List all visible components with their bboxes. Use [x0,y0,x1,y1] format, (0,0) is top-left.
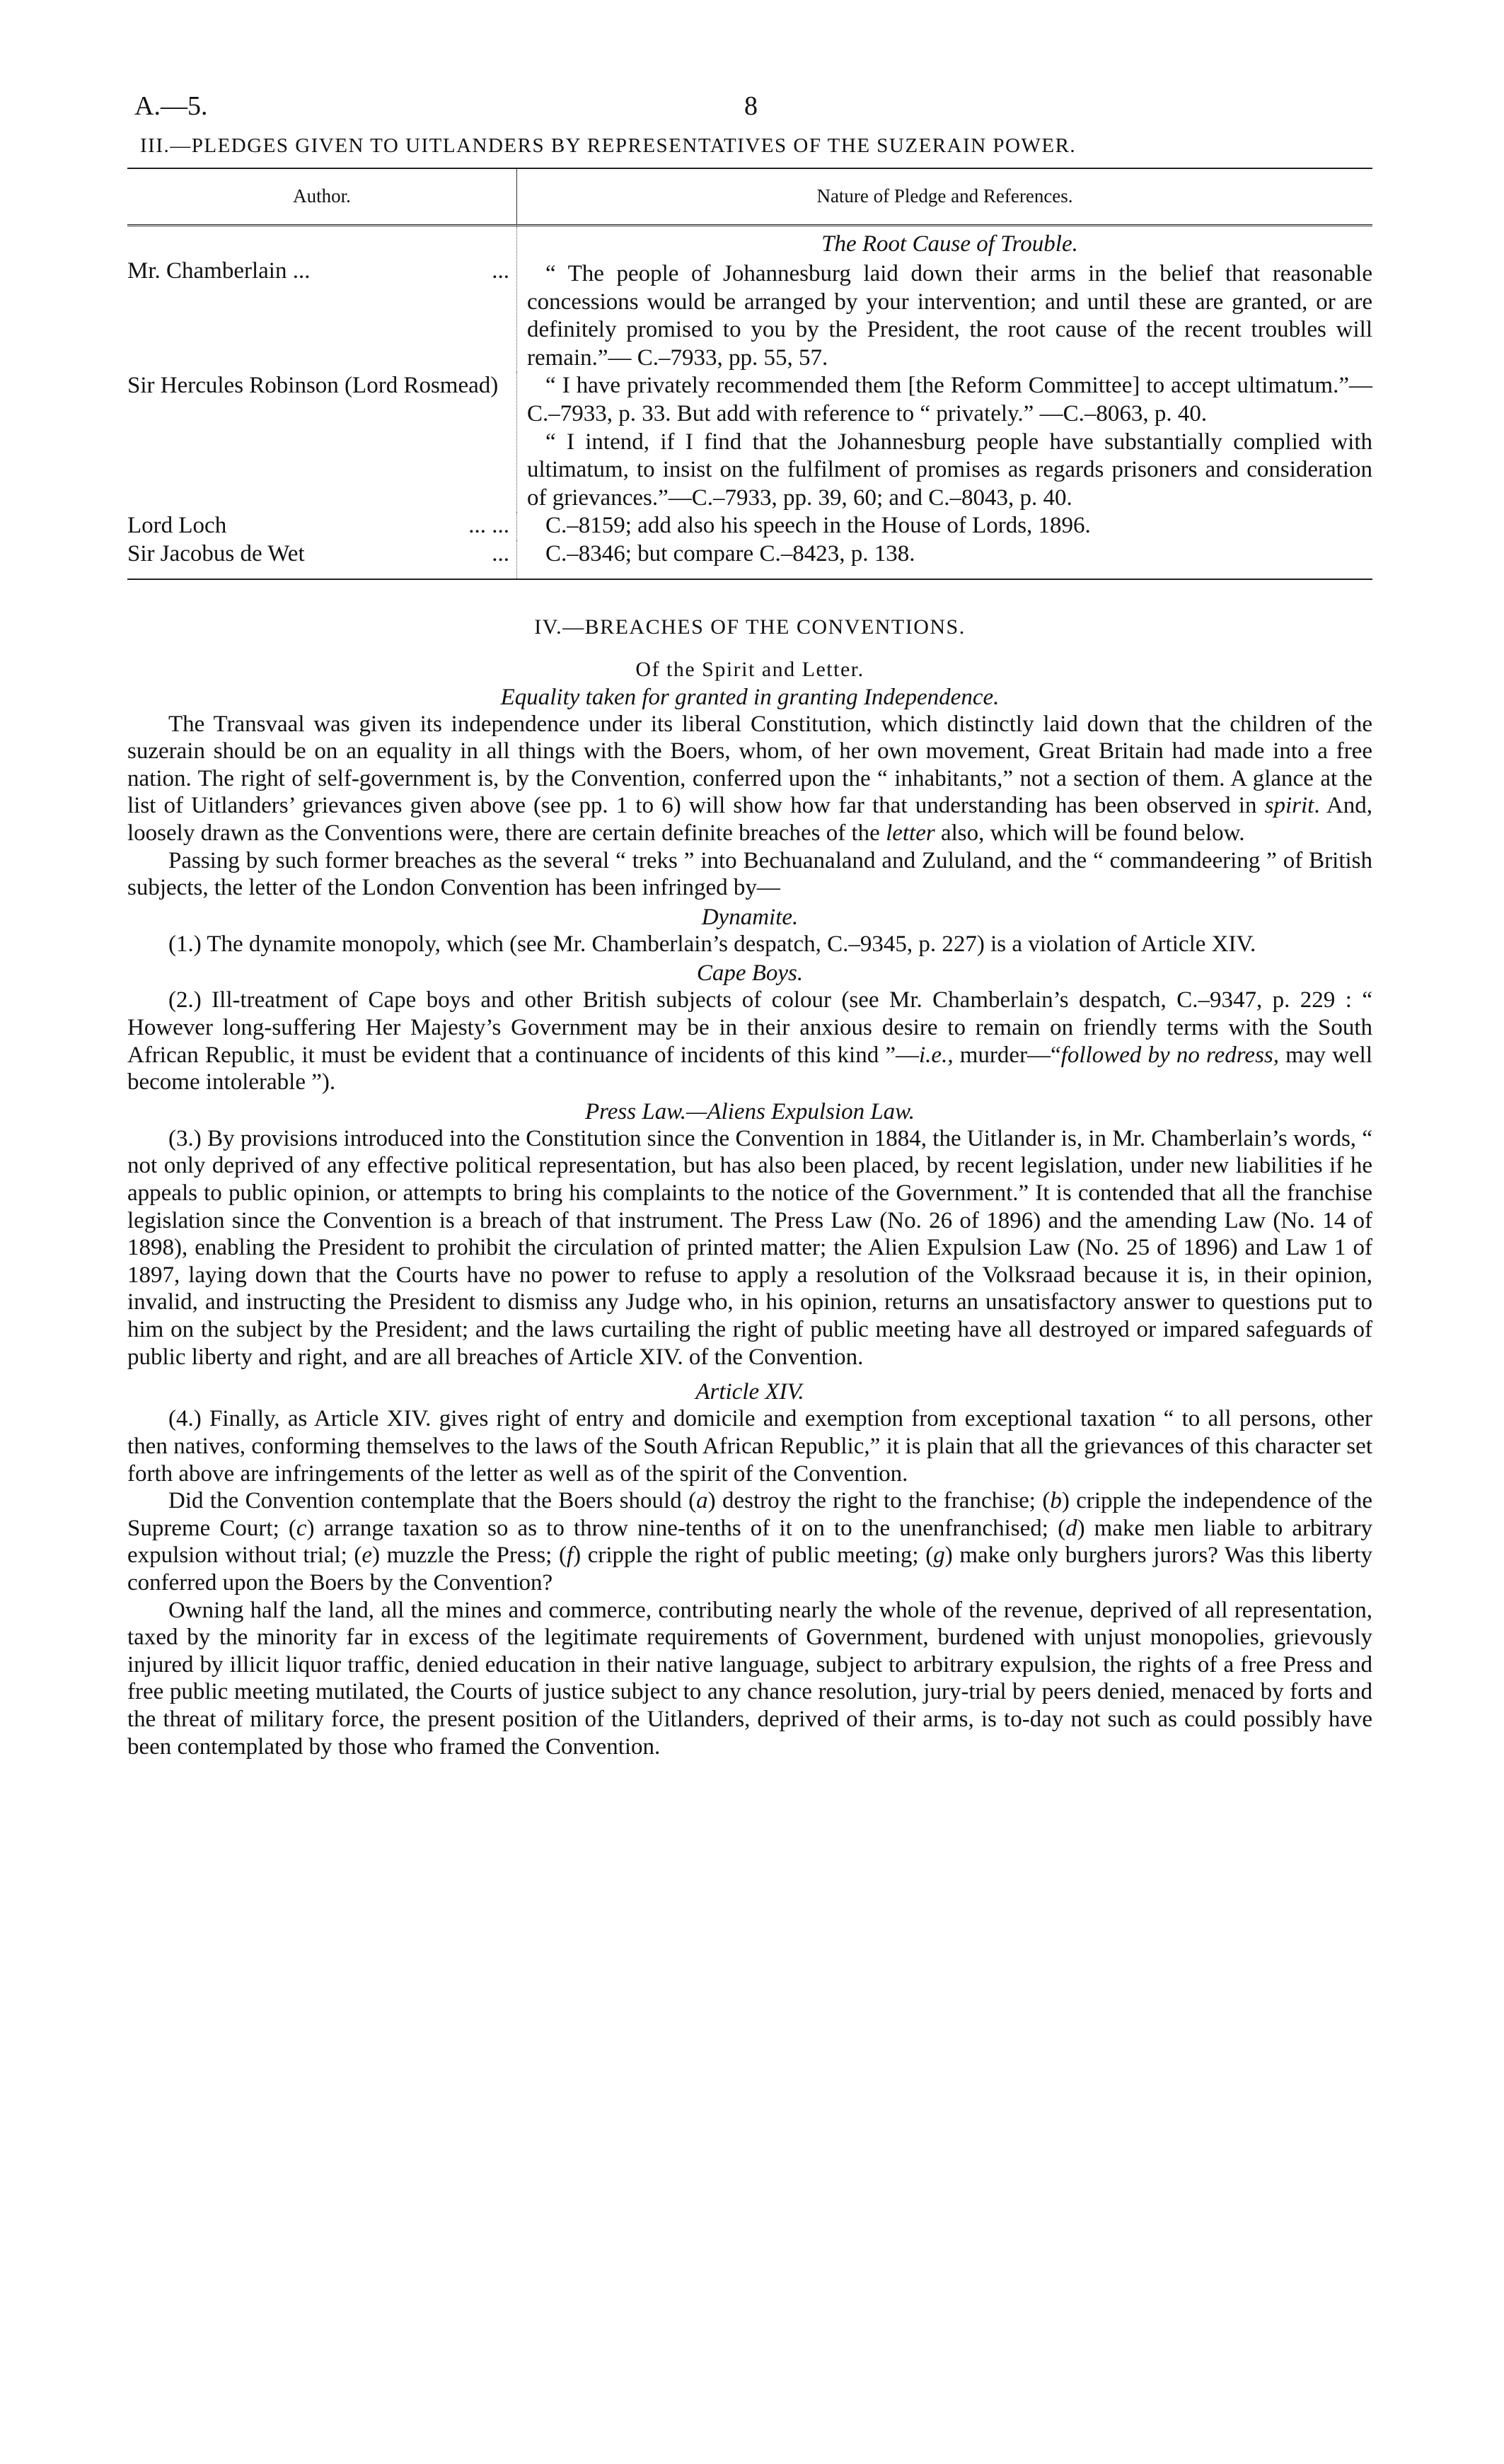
pledge-subheading: The Root Cause of Trouble. [821,231,1078,257]
heading-cape-boys: Cape Boys. [696,960,804,987]
section-4-subtitle: Of the Spirit and Letter. [635,657,864,681]
paragraph-article-xiv: (4.) Finally, as Article XIV. gives right of entry and domicile and exemption from exceptional taxation “ to all persons, other then natives, conforming themselves to the laws of the South African Republic,” it is plain that all the grievances of this character set forth above are infringements of the letter as well as of the spirit of the Convention. [127,1406,1372,1487]
table-row [127,372,1372,512]
paragraph-cape-boys: (2.) Ill-treatment of Cape boys and other British subjects of colour (see Mr. Chamberlain’s despatch, C.–9347, p. 229 : “ However long-suffering Her Majesty’s Government may be in their anxious desire to remain on friendly terms with the South African Republic, it must be evident that a continuance of incidents of this kind ”—i.e., murder—“followed by no redress, may well become intolerable ”). [127,987,1372,1096]
author-name: Sir Jacobus de Wet [127,540,305,566]
pledge-text: “ I have privately recommended them [the Reform Committee] to accept ultimatum.”—C.–7933, p. 33. But add with reference to “ privately.” —C.–8063, p. 40. [527,373,1372,426]
author-name: Lord Loch [127,513,227,539]
leader-dots: ... ... [468,513,509,539]
section-3-title: III.—PLEDGES GIVEN TO UITLANDERS BY REPRESENTATIVES OF THE SUZERAIN POWER. [140,134,1077,157]
paragraph-convention-questions: Did the Convention contemplate that the Boers should (a) destroy the right to the franchise; (b) cripple the independence of the Supreme Court; (c) arrange taxation so as to throw nine-tenths of it on to the unenfranchised; (d) make men liable to arbitrary expulsion without trial; (e) muzzle the Press; (f) cripple the right of public meeting; (g) make only burghers jurors? Was this liberty conferred upon the Boers by the Convention? [127,1488,1372,1596]
leader-dots: ... [492,258,509,284]
heading-dynamite: Dynamite. [701,904,799,930]
paragraph-breaches: Passing by such former breaches as the several “ treks ” into Bechuanaland and Zululand, and the “ commandeering ” of British subjects, the letter of the London Convention has been infringed by— [127,847,1372,901]
author-name: Sir Hercules Robinson (Lord Rosmead) [127,373,499,399]
paragraph-press-law: (3.) By provisions introduced into the Constitution since the Convention in 1884, the Uitlander is, in Mr. Chamberlain’s words, “ not only deprived of any effective political representation, but has also been placed, by recent legislation, under new liabilities if he appeals to public opinion, or attempts to bring his complaints to the notice of the Government.” It is contended that all the franchise legislation since the Convention is a breach of that instrument. The Press Law (No. 26 of 1896) and the amending Law (No. 14 of 1898), enabling the President to prohibit the circulation of printed matter; the Alien Expulsion Law (No. 25 of 1896) and Law 1 of 1897, laying down that the Courts have no power to refuse to apply a resolution of the Volksraad because it is, in their opinion, invalid, and instructing the President to dismiss any Judge who, in his opinion, returns an unsatisfactory answer to questions put to him on the subject by the President; and the laws curtailing the right of public meeting have all destroyed or impared safeguards of public liberty and right, and are all breaches of Article XIV. of the Convention. [127,1125,1372,1370]
table-row [127,540,1372,579]
author-name: Mr. Chamberlain ... [127,258,311,284]
page-header [127,83,1372,126]
heading-article-xiv: Article XIV. [695,1379,804,1405]
leader-dots: ... [492,540,509,566]
heading-press-law: Press Law.—Aliens Expulsion Law. [585,1098,915,1125]
pledge-text: C.–8346; but compare C.–8423, p. 138. [545,540,915,566]
page-number: 8 [744,91,758,121]
author-cell [127,257,509,286]
paragraph-equality: The Transvaal was given its independence under its liberal Constitution, which distinctly laid down that the children of the suzerain should be on an equality in all things with the Boers, whom, of her own movement, Great Britain had made into a free nation. The right of self-government is, by the Convention, conferred upon the “ inhabitants,” not a section of them. A glance at the list of Uitlanders’ grievances given above (see pp. 1 to 6) will show how far that understanding has been observed in spirit. And, loosely drawn as the Conventions were, there are certain definite breaches of the letter also, which will be found below. [127,711,1373,846]
section-4-title: IV.—BREACHES OF THE CONVENTIONS. [534,615,966,639]
pledges-table [127,168,1372,580]
table-row [127,512,1372,540]
document-reference: A.—5. [134,91,208,121]
paragraph-dynamite: (1.) The dynamite monopoly, which (see Mr. Chamberlain’s despatch, C.–9345, p. 227) is a violation of Article XIV. [168,931,1256,957]
document-page [127,83,1372,1760]
pledge-text: C.–8159; add also his speech in the House of Lords, 1896. [545,513,1091,539]
pledge-text: “ The people of Johannesburg laid down their arms in the belief that reasonable concessions would be arranged by your intervention; and until these are granted, or are definitely promised to you by the President, the root cause of the recent troubles will remain.”— C.–7933, pp. 55, 57. [527,260,1372,371]
table-header-row [127,168,1372,226]
paragraph-uitlander-position: Owning half the land, all the mines and commerce, contributing nearly the whole of the revenue, deprived of all representation, taxed by the minority far in excess of the legitimate requirements of Government, burdened with unjust monopolies, grievously injured by illicit liquor traffic, denied education in their native language, subject to arbitrary expulsion, the rights of a free Press and free public meeting mutilated, the Courts of justice subject to any chance resolution, jury-trial by peers denied, menaced by forts and the threat of military force, the present position of the Uitlanders, deprived of their arms, is to-day not such as could possibly have been contemplated by those who framed the Convention. [127,1597,1372,1760]
column-header-author: Author. [127,168,517,226]
italic-subheading: Equality taken for granted in granting Independence. [500,684,1000,710]
pledge-text-continued: “ I intend, if I find that the Johannesburg people have substantially complied with ultimatum, to insist on the fulfilment of promises as regards prisoners and consideration of grievances.”—C.–7933, pp. 39, 60; and C.–8043, p. 40. [527,429,1372,511]
table-row [127,226,1372,372]
column-header-nature: Nature of Pledge and References. [517,168,1373,226]
